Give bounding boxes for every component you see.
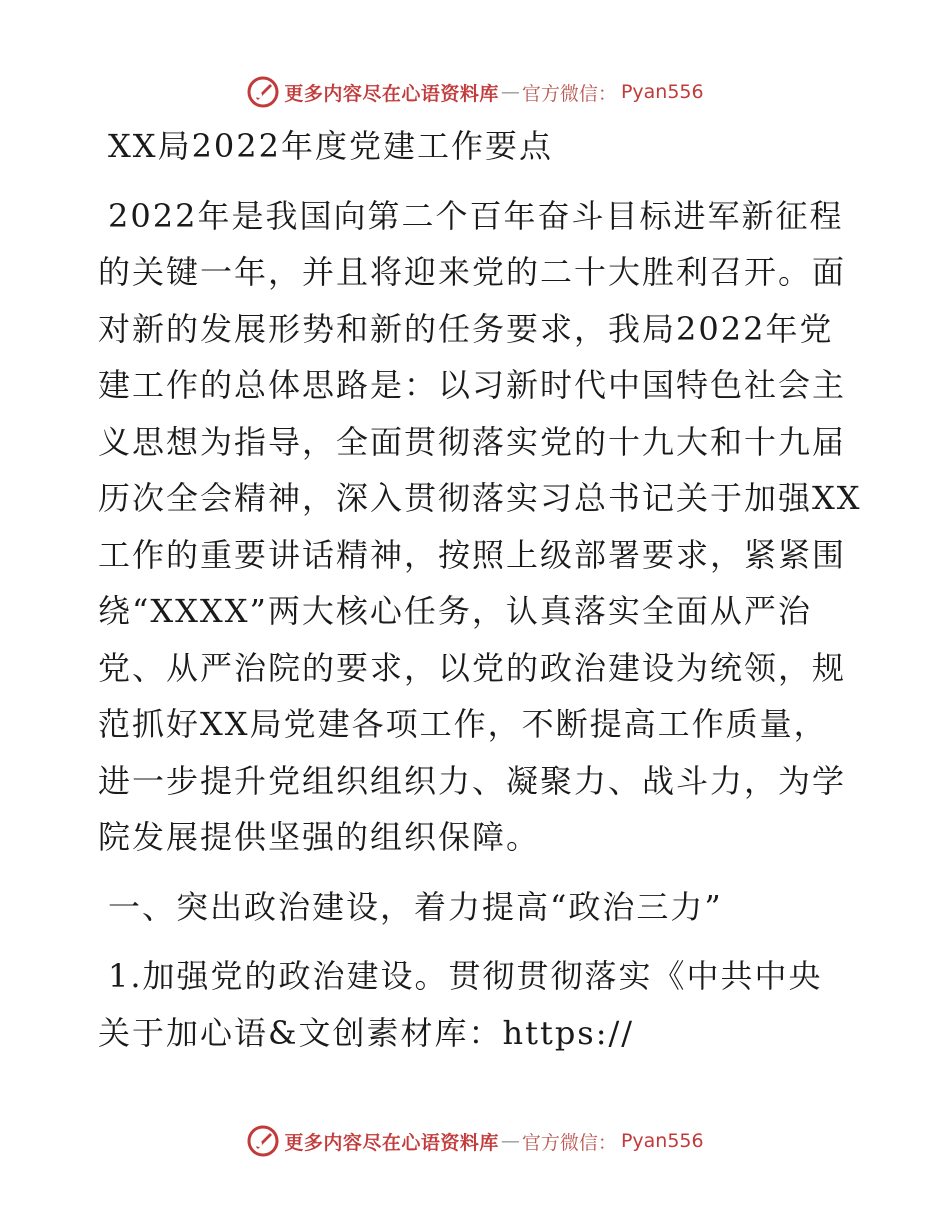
banner-brand-text: 更多内容尽在心语资料库 (284, 82, 499, 105)
document-body (98, 118, 862, 1061)
brand-logo-icon (246, 75, 280, 109)
banner-separator: — (500, 1130, 520, 1152)
paragraph-line: 历次全会精神，深入贯彻落实习总书记关于加强XX (98, 479, 862, 517)
banner-separator: — (500, 81, 520, 103)
paragraph-line: 范抓好XX局党建各项工作，不断提高工作质量， (98, 705, 828, 743)
paragraph-line: 的关键一年，并且将迎来党的二十大胜利召开。面 (98, 253, 847, 291)
intro-paragraph (98, 188, 862, 866)
banner-wechat-id: Pyan556 (620, 1130, 704, 1152)
paragraph-line: 建工作的总体思路是：以习新时代中国特色社会主 (98, 366, 847, 404)
watermark-banner-bottom (0, 1121, 950, 1161)
paragraph-line: 院发展提供坚强的组织保障。 (98, 818, 541, 856)
document-title: XX局2022年度党建工作要点 (108, 127, 554, 165)
banner-official-label: 官方微信： (521, 1131, 617, 1154)
paragraph-line: 关于加心语&文创素材库：https:// (98, 1013, 635, 1052)
item-paragraph (98, 948, 858, 1061)
paragraph-line: 进一步提升党组织组织力、凝聚力、战斗力，为学 (98, 761, 847, 800)
paragraph-line: 工作的重要讲话精神，按照上级部署要求，紧紧围 (98, 535, 847, 574)
paragraph-line: 党、从严治院的要求，以党的政治建设为统领，规 (98, 648, 847, 687)
paragraph-line: 义思想为指导，全面贯彻落实党的十九大和十九届 (98, 422, 847, 461)
banner-official-label: 官方微信： (521, 82, 617, 105)
paragraph-line: 2022年是我国向第二个百年奋斗目标进军新征程 (108, 196, 844, 235)
brand-logo-icon (246, 1124, 280, 1158)
banner-brand-text: 更多内容尽在心语资料库 (284, 1131, 499, 1154)
section-heading: 一、突出政治建设，着力提高“政治三力” (108, 887, 723, 926)
paragraph-line: 1.加强党的政治建设。贯彻贯彻落实《中共中央 (108, 957, 823, 995)
watermark-banner-top (0, 72, 950, 112)
paragraph-line: 对新的发展形势和新的任务要求，我局2022年党 (98, 309, 834, 348)
paragraph-line: 绕“XXXX”两大核心任务，认真落实全面从严治 (98, 592, 812, 630)
banner-wechat-id: Pyan556 (620, 81, 704, 103)
